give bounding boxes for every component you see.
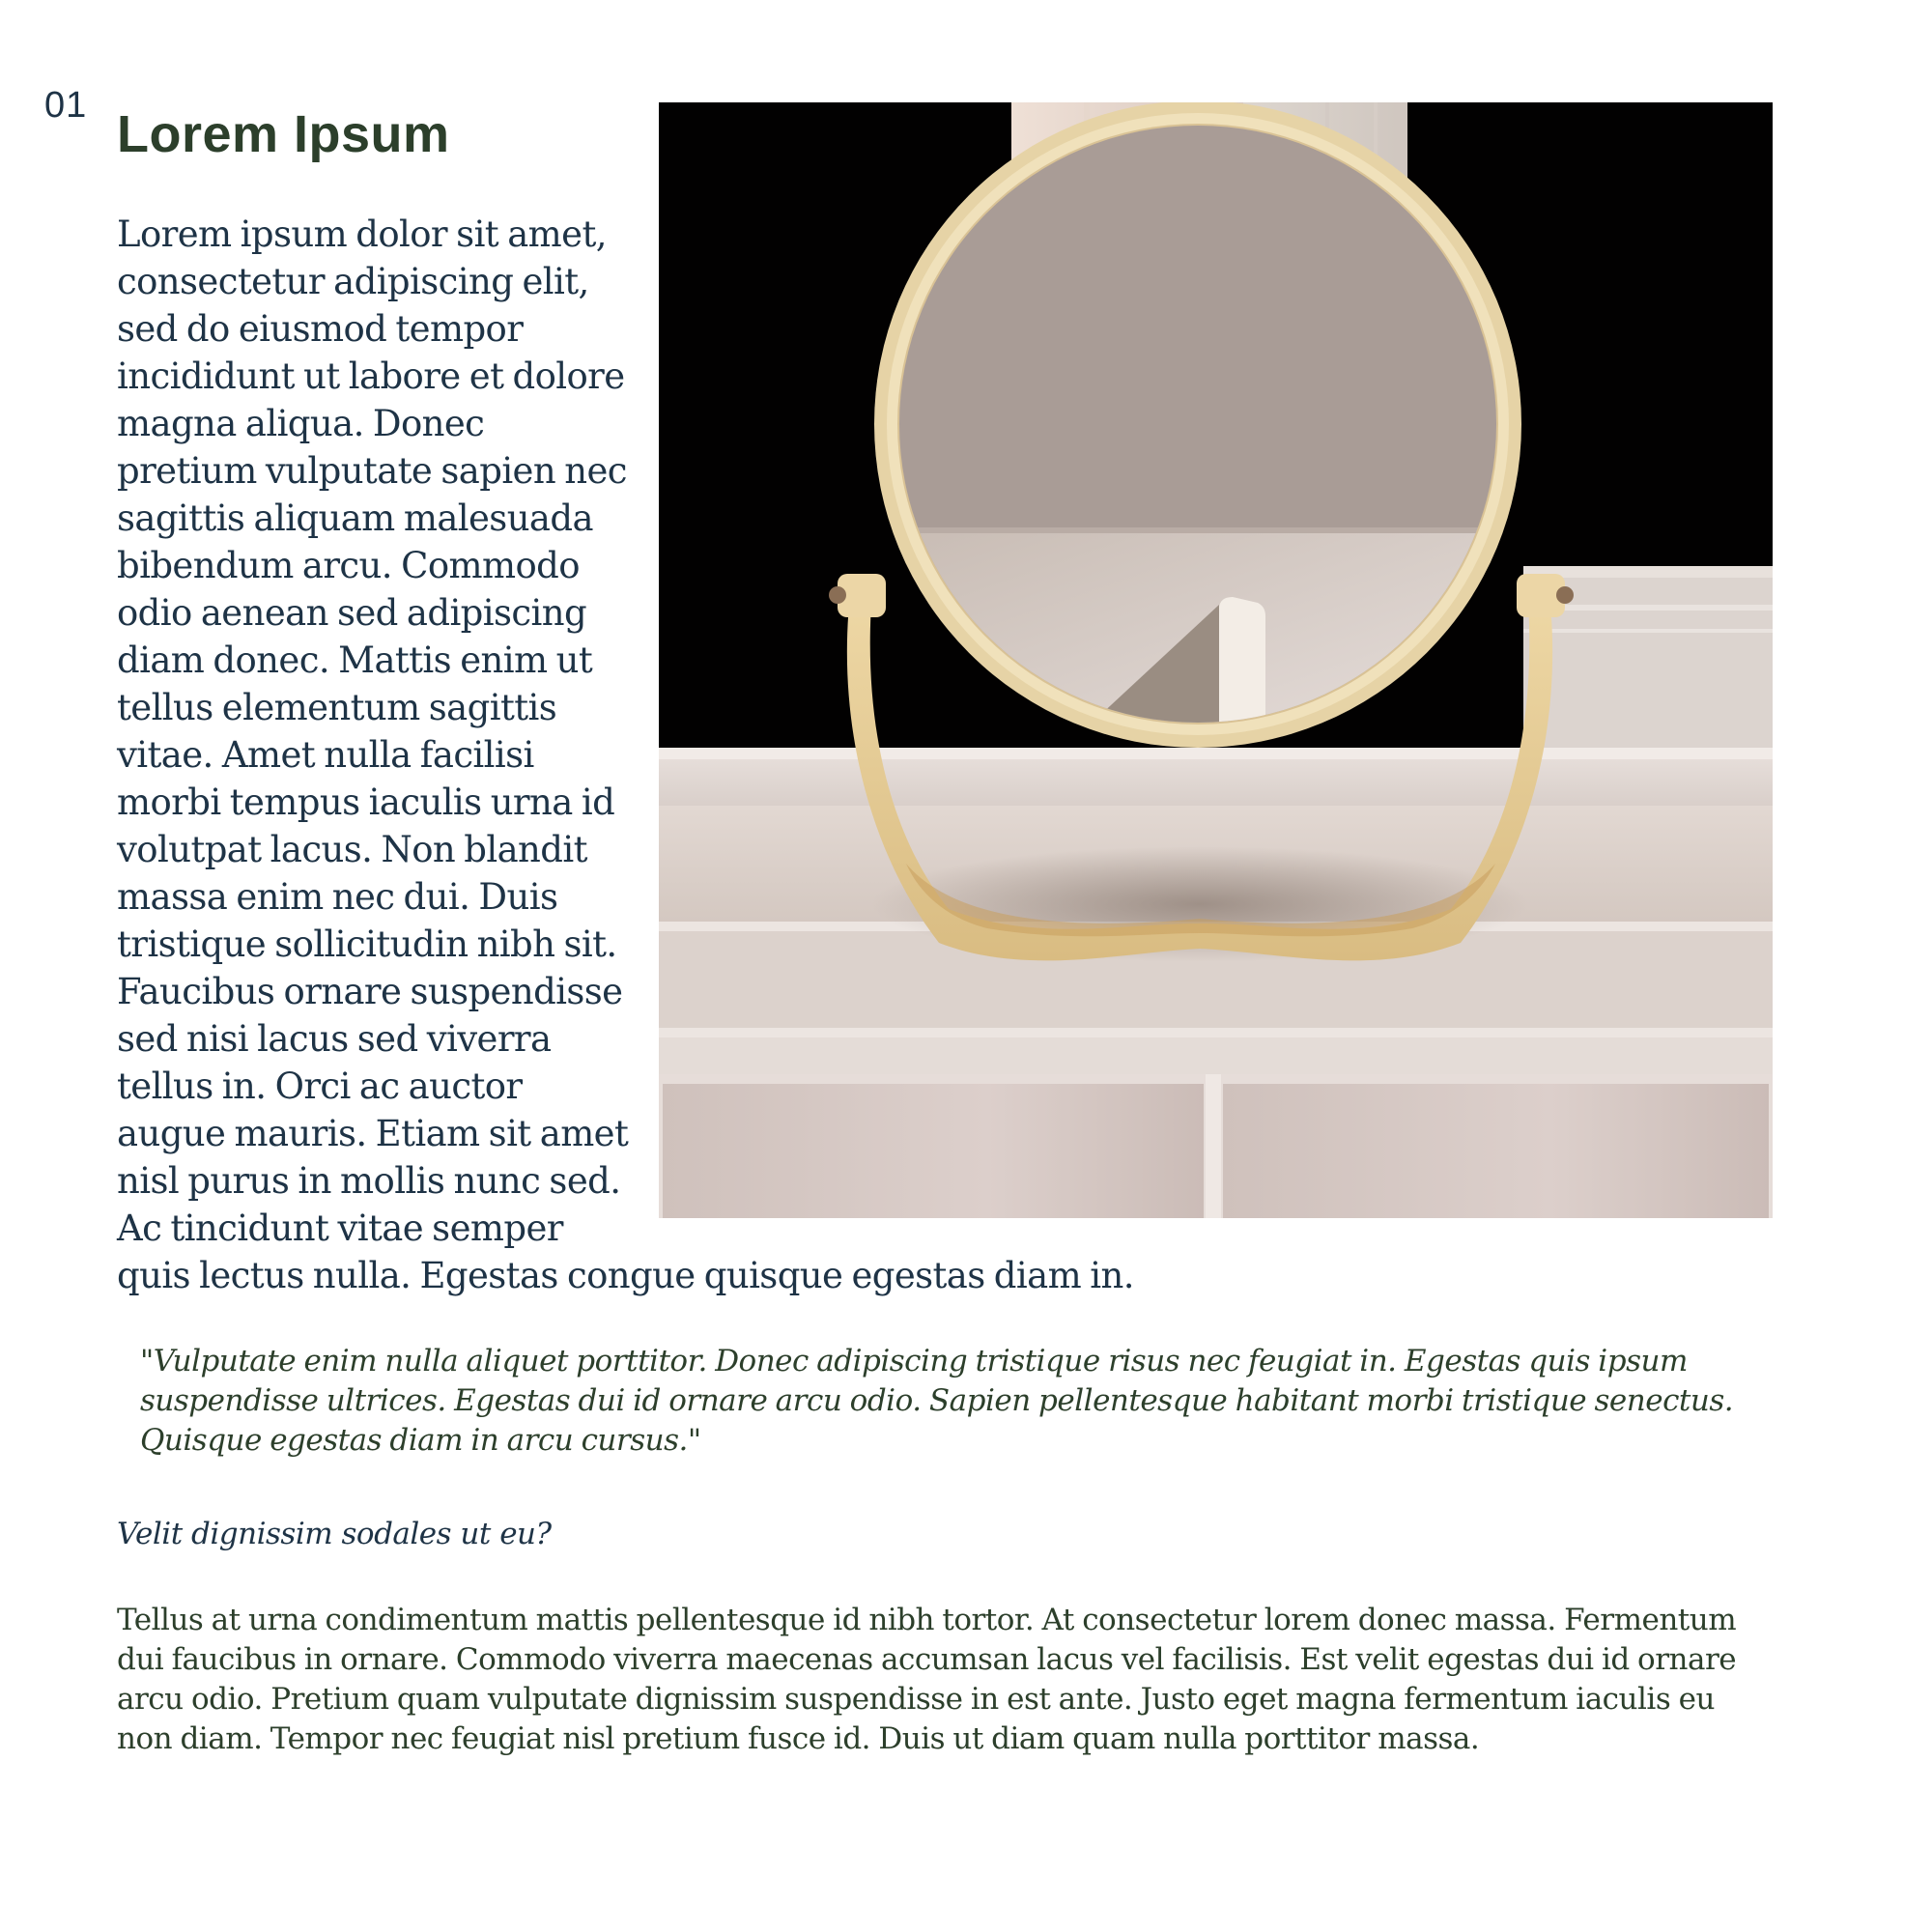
article	[117, 102, 1778, 1759]
pull-quote: "Vulputate enim nulla aliquet porttitor. Donec adipiscing tristique risus nec feugiat in. Egestas quis ipsum suspendisse ultrices. Egestas dui id ornare arcu odio. Sapien pellentesque habitant morbi tristique senectus. Quisque egestas diam in arcu cursus."	[140, 1344, 1734, 1458]
lead-paragraph: Lorem ipsum dolor sit amet, consectetur adipiscing elit, sed do eiusmod tempor incididunt ut labore et dolore magna aliqua. Donec pretium vulputate sapien nec sagittis aliquam malesuada bibendum arcu. Commodo odio aenean sed adipiscing diam donec. Mattis enim ut tellus elementum sagittis vitae. Amet nulla facilisi morbi tempus iaculis urna id volutpat lacus. Non blandit massa enim nec dui. Duis tristique sollicitudin nibh sit. Faucibus ornare suspendisse sed nisi lacus sed viverra tellus in. Orci ac auctor augue mauris. Etiam sit amet nisl purus in mollis nunc sed. Ac tincidunt vitae semper quis lectus nulla. Egestas congue quisque egestas diam in.	[117, 213, 1134, 1296]
article-title: Lorem Ipsum	[117, 105, 450, 163]
subheading-question: Velit dignissim sodales ut eu?	[117, 1517, 552, 1551]
page-number: 01	[44, 85, 88, 126]
body-paragraph: Tellus at urna condimentum mattis pellentesque id nibh tortor. At consectetur lorem donec massa. Fermentum dui faucibus in ornare. Commodo viverra maecenas accumsan lacus vel facilisis. Est velit egestas dui id ornare arcu odio. Pretium quam vulputate dignissim suspendisse in est ante. Justo eget magna fermentum iaculis eu non diam. Tempor nec feugiat nisl pretium fusce id. Duis ut diam quam nulla porttitor massa.	[117, 1603, 1737, 1756]
mirror-photo	[659, 102, 1773, 1218]
